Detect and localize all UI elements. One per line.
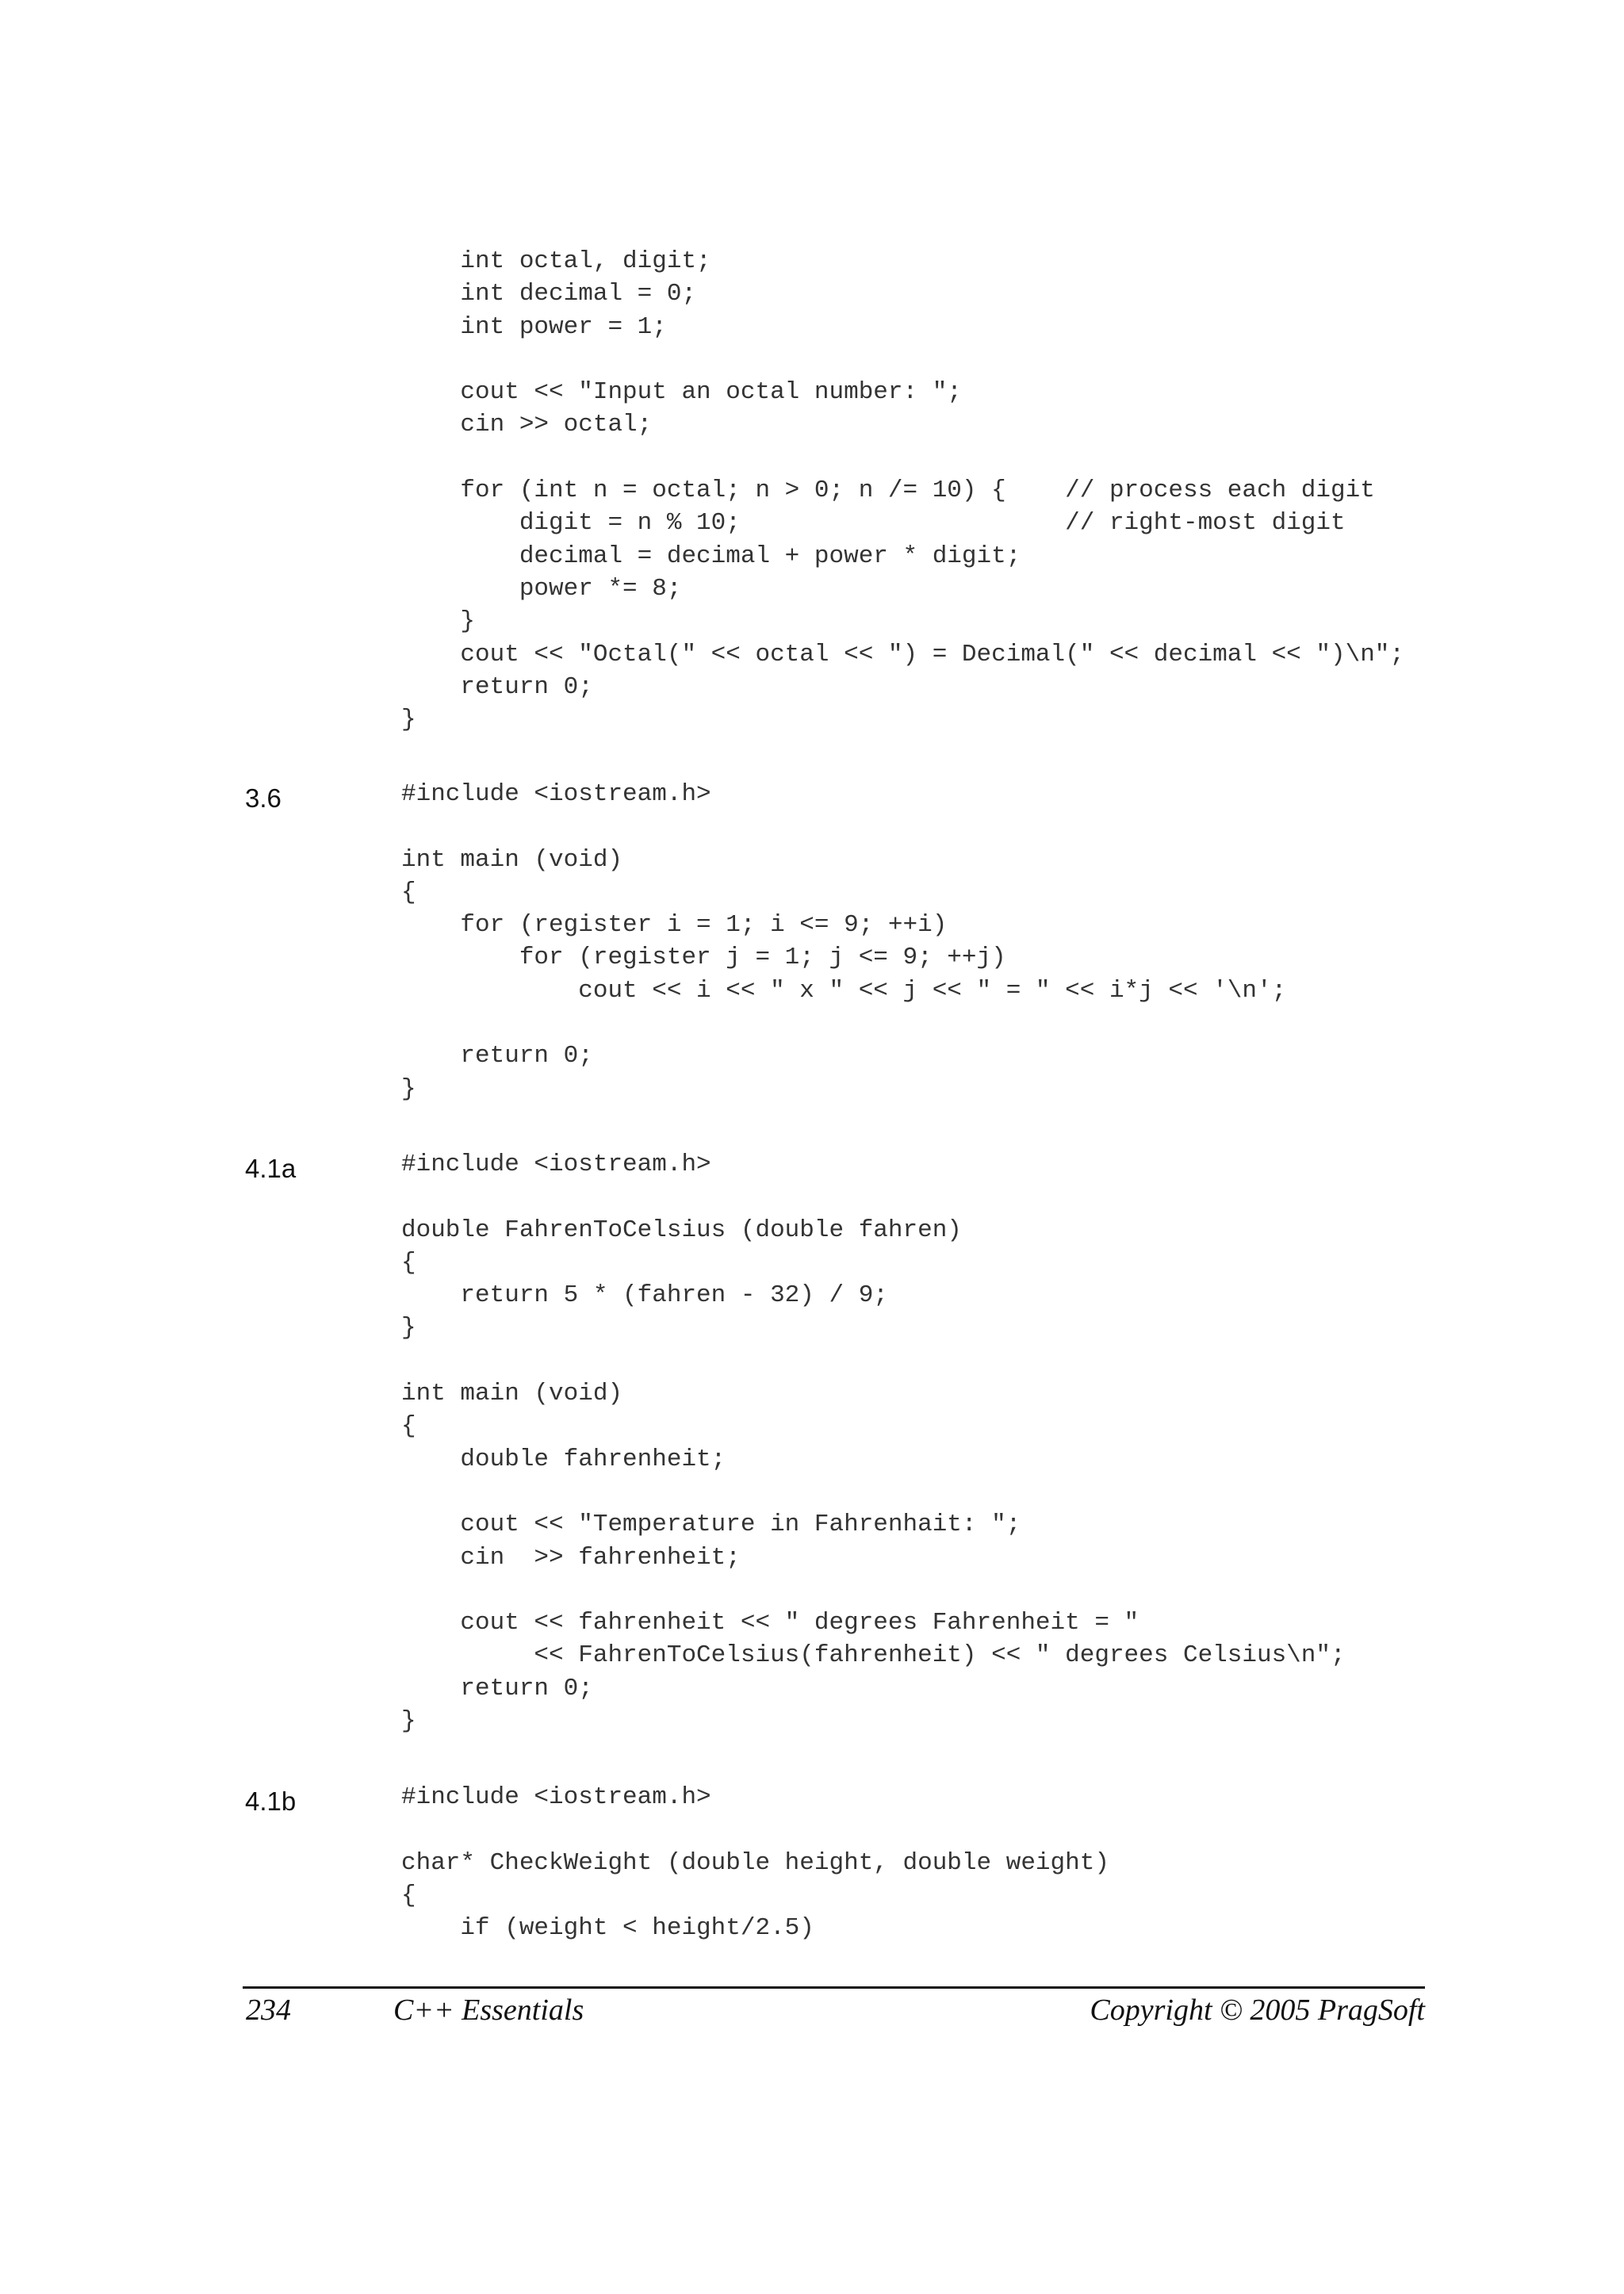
footer-page-number: 234 [246,1993,291,2027]
code-block-4-1a: #include <iostream.h> double FahrenToCelsius (double fahren) { return 5 * (fahren - 32) / 9; } int main (void) { double fahrenheit; cout << "Temperature in Fahrenhait: "; cin >> fahrenheit; cout << fahrenheit << " degrees Fahrenheit = " << FahrenToCelsius(fahrenheit) << " degrees Celsius\n"; return 0; } [401,1151,1346,1736]
code-block-3-6: #include <iostream.h> int main (void) { for (register i = 1; i <= 9; ++i) for (register j = 1; j <= 9; ++j) cout << i << " x " << j << " = " << i*j << '\n'; return 0; } [401,780,1287,1103]
section-label-4-1b: 4.1b [245,1787,297,1816]
section-label-3-6: 3.6 [245,783,282,813]
footer-divider [243,1986,1425,1989]
footer-book-title: C++ Essentials [393,1993,584,2027]
code-block-4-1b: #include <iostream.h> char* CheckWeight (double height, double weight) { if (weight < height/2.5) [401,1783,1109,1943]
code-block-octal-continuation: int octal, digit; int decimal = 0; int power = 1; cout << "Input an octal number: "; cin >> octal; for (int n = octal; n > 0; n /= 10) { // process each digit digit = n % 10; // right-most digit decimal = decimal + power * digit; power *= 8; } cout << "Octal(" << octal << ") = Decimal(" << decimal << ")\n"; return 0; } [401,247,1405,734]
section-label-4-1a: 4.1a [245,1154,297,1183]
footer-copyright: Copyright © 2005 PragSoft [1090,1993,1425,2027]
